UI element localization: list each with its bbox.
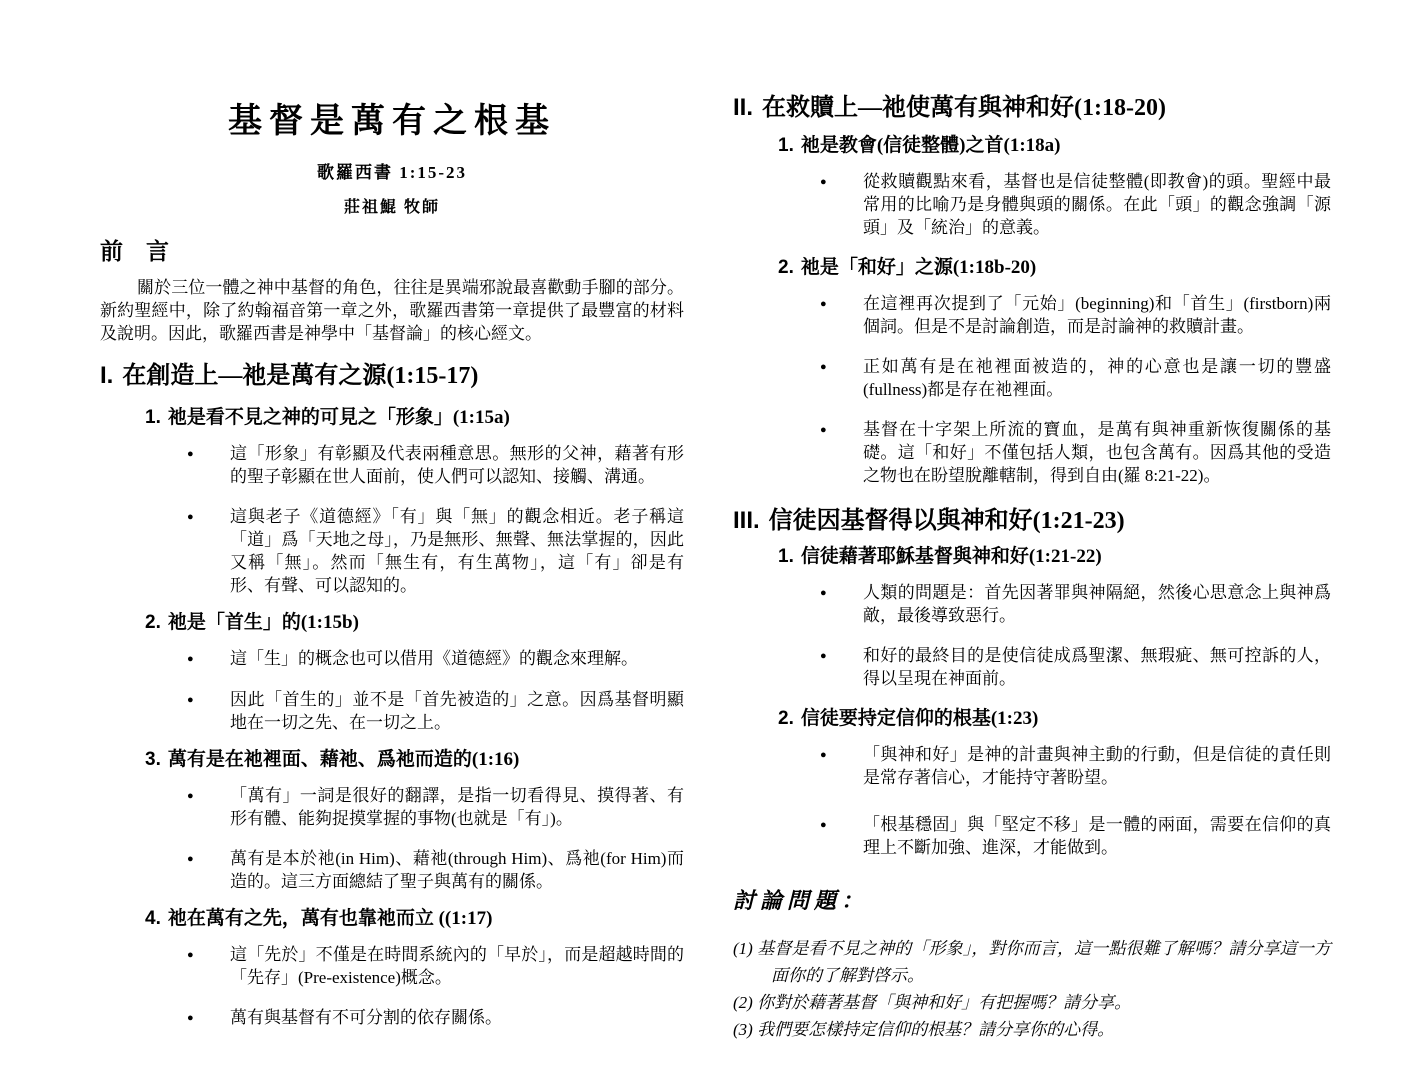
bullet-dot-icon: ● <box>820 298 827 310</box>
bullet-dot-icon: ● <box>187 1012 194 1024</box>
subsection-title: 萬有是在祂裡面、藉祂、爲祂而造的(1:16) <box>167 749 520 770</box>
subsection-title: 祂是「首生」的(1:15b) <box>167 612 359 633</box>
author-line: 莊祖鯤 牧師 <box>343 199 440 216</box>
bullet-text: 基督在十字架上所流的寶血，是萬有與神重新恢復關係的基礎。這「和好」不僅包括人類，也包含萬有。因爲其他的受造之物也在盼望脫離轄制，得到自由(羅 8:21-22)。 <box>863 420 1331 485</box>
bullet-dot-icon: ● <box>820 650 827 662</box>
subsection-number: 3. <box>145 749 161 770</box>
discussion-question-3: (3) 我們要怎樣持定信仰的根基？請分享你的心得。 <box>733 1020 1115 1039</box>
bullet-item <box>187 1006 684 1030</box>
bullet-item <box>187 647 684 671</box>
bullet-dot-icon: ● <box>187 511 194 523</box>
scripture-reference: 歌羅西書 1:15-23 <box>316 163 468 182</box>
subsection-title: 祂在萬有之先，萬有也靠祂而立 ((1:17) <box>167 908 493 929</box>
subsection-heading <box>778 255 1331 280</box>
discussion-heading: 討論問題： <box>733 888 869 913</box>
bullet-dot-icon: ● <box>820 424 827 436</box>
bullet-text: 這「形象」有彰顯及代表兩種意思。無形的父神，藉著有形的聖子彰顯在世人面前，使人們可以認知、接觸、溝通。 <box>230 444 684 486</box>
bullet-dot-icon: ● <box>187 949 194 961</box>
bullet-item <box>820 743 1331 789</box>
subsection-title: 信徒要持定信仰的根基(1:23) <box>800 708 1039 729</box>
subsection-number: 1. <box>778 546 794 567</box>
bullet-text: 從救贖觀點來看，基督也是信徒整體(即教會)的頭。聖經中最常用的比喻乃是身體與頭的關係。在此「頭」的觀念強調「源頭」及「統治」的意義。 <box>863 172 1331 237</box>
bullet-text: 人類的問題是：首先因著罪與神隔絕，然後心思意念上與神爲敵，最後導致惡行。 <box>863 583 1331 625</box>
subsection-title: 祂是「和好」之源(1:18b-20) <box>800 257 1037 278</box>
bullet-dot-icon: ● <box>820 361 827 373</box>
discussion-question-2: (2) 你對於藉著基督「與神和好」有把握嗎？請分享。 <box>733 993 1132 1012</box>
subsection-heading <box>778 133 1331 158</box>
section-title: 在創造上—祂是萬有之源(1:15-17) <box>122 363 479 389</box>
subsection-title: 信徒藉著耶穌基督與神和好(1:21-22) <box>800 546 1102 567</box>
bullet-item <box>820 813 1331 859</box>
bullet-text: 萬有與基督有不可分割的依存關係。 <box>230 1008 502 1027</box>
subsection-title: 祂是教會(信徒整體)之首(1:18a) <box>800 135 1061 156</box>
bullet-item <box>820 644 1331 690</box>
subsection-number: 4. <box>145 908 161 929</box>
subsection-heading <box>145 405 684 430</box>
bullet-text: 萬有是本於祂(in Him)、藉祂(through Him)、爲祂(for Him)而造的。這三方面總結了聖子與萬有的關係。 <box>230 849 684 891</box>
bullet-dot-icon: ● <box>187 653 194 665</box>
subsection-heading <box>145 906 684 931</box>
bullet-text: 和好的最終目的是使信徒成爲聖潔、無瑕疵、無可控訴的人，得以呈現在神面前。 <box>863 646 1331 688</box>
section-title: 在救贖上—祂使萬有與神和好(1:18-20) <box>762 95 1166 121</box>
bullet-text: 這「先於」不僅是在時間系統內的「早於」，而是超越時間的「先存」(Pre-existence)概念。 <box>230 945 684 987</box>
subsection-2-2 <box>778 255 1331 487</box>
subsection-heading <box>145 747 684 772</box>
bullet-item <box>820 170 1331 239</box>
section-heading-3 <box>733 505 1331 537</box>
bullet-dot-icon: ● <box>820 819 827 831</box>
bullet-dot-icon: ● <box>820 749 827 761</box>
preface-paragraph: 關於三位一體之神中基督的角色，往往是異端邪說最喜歡動手腳的部分。新約聖經中，除了約翰福音第一章之外，歌羅西書第一章提供了最豐富的材料及說明。因此，歌羅西書是神學中「基督論」的核心經文。 <box>100 278 684 343</box>
section-number: I. <box>100 362 114 389</box>
discussion-questions <box>733 935 1331 1043</box>
bullet-dot-icon: ● <box>187 790 194 802</box>
bullet-dot-icon: ● <box>187 853 194 865</box>
bullet-item <box>187 847 684 893</box>
bullet-text: 正如萬有是在祂裡面被造的，神的心意也是讓一切的豐盛(fullness)都是存在祂裡面。 <box>863 357 1331 399</box>
section-heading-1 <box>100 360 684 392</box>
bullet-text: 「根基穩固」與「堅定不移」是一體的兩面，需要在信仰的真理上不斷加強、進深，才能做到。 <box>863 815 1331 857</box>
bullet-item <box>820 418 1331 487</box>
subsection-1-2 <box>145 610 684 734</box>
section-heading-2 <box>733 92 1331 124</box>
bullet-text: 這與老子《道德經》「有」與「無」的觀念相近。老子稱這「道」爲「天地之母」，乃是無形、無聲、無法掌握的，因此又稱「無」。然而「無生有，有生萬物」，這「有」卻是有形、有聲、可以認知的。 <box>230 507 684 595</box>
page-title: 基督是萬有之根基 <box>228 103 556 140</box>
bullet-dot-icon: ● <box>187 448 194 460</box>
subsection-number: 1. <box>145 407 161 428</box>
bullet-text: 「萬有」一詞是很好的翻譯，是指一切看得見、摸得著、有形有體、能夠捉摸掌握的事物(也就是「有」)。 <box>230 786 684 828</box>
section-number: III. <box>733 507 760 534</box>
subsection-3-1 <box>778 544 1331 690</box>
subsection-heading <box>778 544 1331 569</box>
bullet-item <box>820 292 1331 338</box>
bullet-text: 「與神和好」是神的計畫與神主動的行動，但是信徒的責任則是常存著信心，才能持守著盼望。 <box>863 745 1331 787</box>
bullet-dot-icon: ● <box>187 694 194 706</box>
preface-heading: 前 言 <box>100 239 169 264</box>
bullet-text: 這「生」的概念也可以借用《道德經》的觀念來理解。 <box>230 649 638 668</box>
subsection-1-3 <box>145 747 684 893</box>
bullet-dot-icon: ● <box>820 176 827 188</box>
bullet-item <box>187 784 684 830</box>
discussion-question-1: (1) 基督是看不見之神的「形象」，對你而言，這一點很難了解嗎？請分享這一方面你的了解對啓示。 <box>733 939 1331 985</box>
subsection-number: 1. <box>778 135 794 156</box>
bullet-item <box>187 943 684 989</box>
bullet-item <box>187 505 684 597</box>
section-number: II. <box>733 94 754 121</box>
section-title: 信徒因基督得以與神和好(1:21-23) <box>768 508 1125 534</box>
subsection-title: 祂是看不見之神的可見之「形象」(1:15a) <box>167 407 510 428</box>
left-column <box>100 100 684 1030</box>
bullet-item <box>187 442 684 488</box>
right-column <box>733 92 1331 1043</box>
subsection-number: 2. <box>778 257 794 278</box>
bullet-dot-icon: ● <box>820 587 827 599</box>
subsection-number: 2. <box>145 612 161 633</box>
bullet-item <box>820 355 1331 401</box>
bullet-text: 因此「首生的」並不是「首先被造的」之意。因爲基督明顯地在一切之先、在一切之上。 <box>230 690 684 732</box>
subsection-2-1 <box>778 133 1331 239</box>
bullet-item <box>820 581 1331 627</box>
subsection-heading <box>145 610 684 635</box>
subsection-1-1 <box>145 405 684 597</box>
subsection-number: 2. <box>778 708 794 729</box>
subsection-heading <box>778 706 1331 731</box>
subsection-3-2 <box>778 706 1331 859</box>
bullet-text: 在這裡再次提到了「元始」(beginning)和「首生」(firstborn)兩個詞。但是不是討論創造，而是討論神的救贖計畫。 <box>863 294 1331 336</box>
bullet-item <box>187 688 684 734</box>
subsection-1-4 <box>145 906 684 1030</box>
